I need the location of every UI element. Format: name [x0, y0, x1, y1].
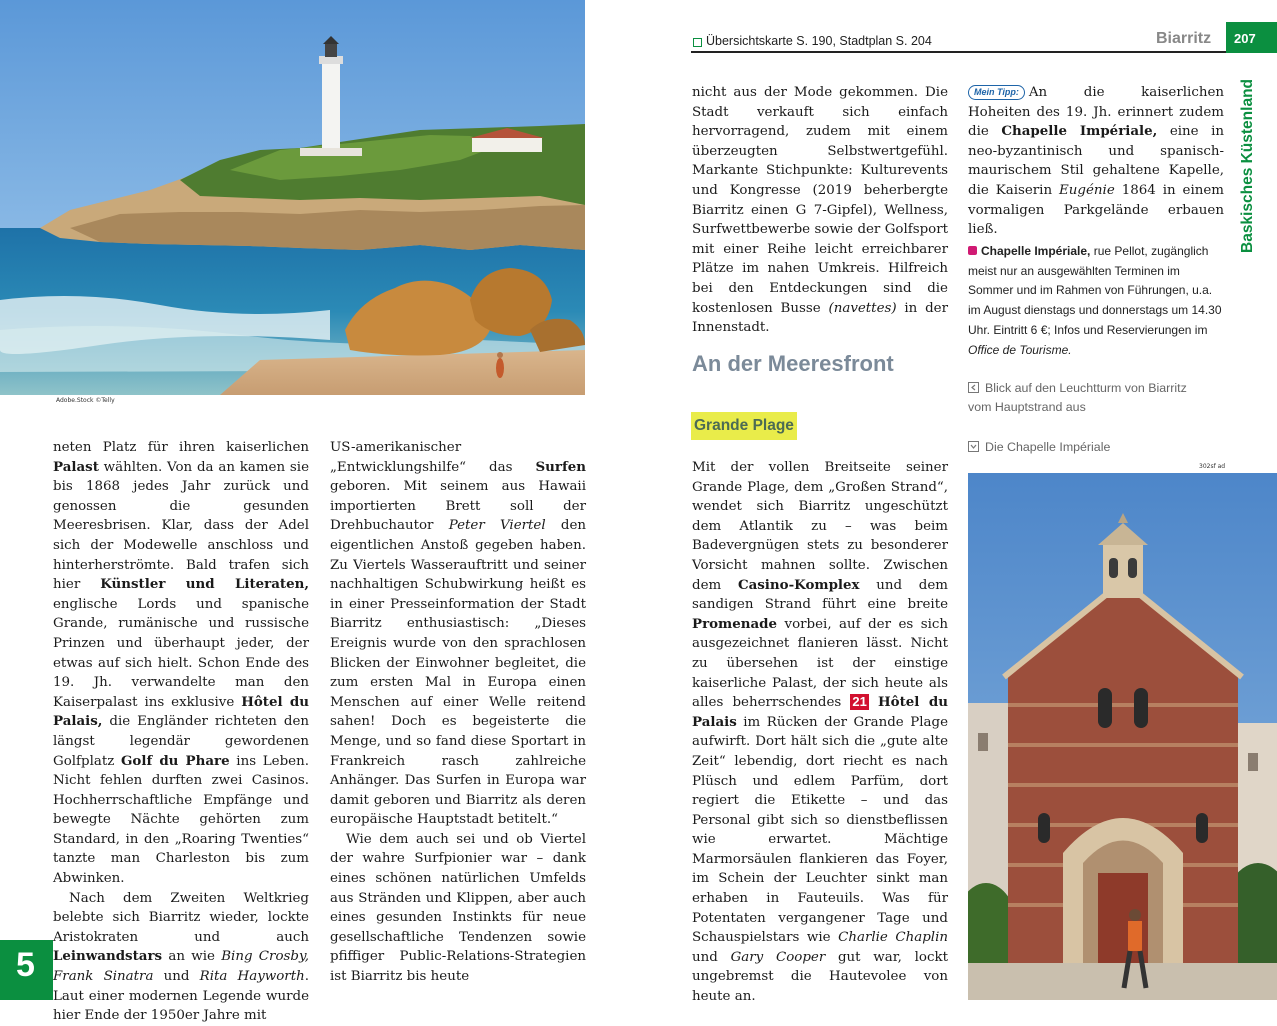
italic-text: (navettes) [828, 300, 897, 316]
photo-credit-top: Adobe.Stock ©Telly [56, 397, 115, 404]
italic-text: Charlie Chaplin [838, 930, 948, 946]
bold-text: Künstler und Literaten, [100, 576, 309, 593]
map-reference-icon [693, 38, 702, 47]
caption-text: Die Chapelle Impériale [985, 440, 1111, 454]
paragraph: US-amerikanischer „Entwicklungshilfe“ das Surfen geboren. Mit seinem aus Hawaii importierten Brett soll der Drehbuchautor Peter Viertel den eigentlichen Anstoß gegeben haben. Zu Viertels Wasserauftritt und seiner nachhaltigen Schubwirkung heißt es in einer Presseinformation der Stadt Biarritz enthusiastisch: „Dieses Ereignis wurde von den sprachlosen Blicken der Einwohner begleitet, die zum ersten Mal in Europa einen Menschen auf einer Welle reitend sahen! Doch es begeisterte die Menge, und so fand diese Sportart in Frankreich rasch zahlreiche Anhänger. Das Surfen in Europa war damit geboren und Biarritz als deren europäische Hauptstadt betitelt.“ [330, 440, 586, 828]
arrow-down-icon [968, 441, 979, 452]
paragraph: Mit der vollen Breitseite seiner Grande Plage, dem „Großen Strand“, wendet sich Biarritz ungeschützt dem Atlantik zu – was beim Badevergnügen stets zu besonderer Vorsicht mahnen sollte. Zwischen dem Casino-Komplex und dem sandigen Strand führt eine breite Promenade vorbei, auf der es sich ausgezeichnet flanieren lässt. Nicht zu übersehen ist der einstige kaiserliche Palast, der sich heute als alles beherrschendes 21 Hôtel du Palais im Rücken der Grande Plage aufwirft. Dort hält sich die „gute alte Zeit“ lebendig, dort riecht es nach Plüsch und edlem Parfüm, dort regiert die Etikette – und das Personal gibt sich so dienstbeflissen wie erwartet. Mächtige Marmorsäulen flankieren das Foyer, im Schein der Leuchter sinkt man erhaben in Fauteuils. Was für Potentaten vergangener Tage und Schauspielstars wie Charlie Chaplin und Gary Cooper gut war, lockt ungebremst die Hautevolee von heute an. [692, 460, 949, 1005]
paragraph: neten Platz für ihren kaiserlichen Palast wählten. Von da an kamen sie bis 1868 jedes Jahr zurück und genossen die gesunden Meeresbrisen. Klar, dass der Adel sich der Modewelle anschloss und hinterherströmte. Bald trafen sich hier Künstler und Literaten, englische Lords und spanische Grande, rumänische und russische Prinzen und überhaupt jeder, der etwas auf sich hielt. Schon Ende des 19. Jh. verwandelte man den Kaiserpalast ins exklusive Hôtel du Palais, die Engländer richteten den längst legendär gewordenen Golfplatz Golf du Phare ins Leben. Nicht fehlen durften zwei Casinos. Hochherrschaftliche Empfänge und bewegte Nächte gehörten zum Standard, in den „Roaring Twenties“ tanzte man Charleston bis zum Abwinken. [53, 440, 309, 887]
section-tab-label: Baskisches Küstenland [1239, 78, 1256, 253]
bold-text: Promenade [692, 615, 778, 632]
running-header-city: Biarritz [1156, 30, 1212, 47]
italic-text: Bing Crosby, Frank Sinatra [53, 949, 309, 985]
header-rule [691, 51, 1226, 53]
caption-lighthouse [968, 379, 1198, 417]
text-column-3 [692, 83, 948, 338]
italic-text: Office de Tourisme. [968, 342, 1072, 357]
bold-text: Hôtel du Palais [692, 694, 948, 730]
text-column-3-body [692, 458, 948, 1007]
caption-text: Blick auf den Leuchtturm von Biarritz vom Hauptstrand aus [968, 381, 1187, 414]
tip-badge: Mein Tipp: [968, 85, 1025, 100]
poi-number-badge: 21 [852, 694, 867, 710]
chapel-photo [968, 473, 1277, 1000]
bold-text: Leinwandstars [53, 948, 163, 965]
bold-text: Chapelle Impériale, [1001, 123, 1158, 140]
italic-text: Eugénie [1059, 182, 1115, 198]
page-number: 207 [1234, 31, 1256, 46]
section-tab [1235, 78, 1265, 253]
subsection-heading: Grande Plage [691, 412, 797, 440]
text-column-1 [53, 438, 309, 1026]
arrow-left-icon [968, 382, 979, 393]
bold-text: Golf du Phare [120, 752, 230, 769]
italic-text: Peter Viertel [448, 518, 546, 534]
paragraph: Wie dem auch sei und ob Viertel der wahre Surfpionier war – dank eines schönen natürlichen Umfelds aus Stränden und Klippen, aber auch eines gesunden Instinkts für neue gesellschaftliche Tendenzen sowie pfiffiger Public-Relations-Strategien ist Biarritz bis heute [330, 831, 586, 985]
italic-text: Gary Cooper [730, 949, 826, 965]
lighthouse-photo [0, 0, 585, 395]
bold-text: Casino-Komplex [737, 576, 860, 593]
bold-text: Chapelle Impériale, [981, 244, 1091, 258]
tip-box [968, 83, 1224, 240]
tip-paragraph [968, 83, 1224, 240]
map-reference: Übersichtskarte S. 190, Stadtplan S. 204 [706, 34, 932, 48]
poi-info-text: Chapelle Impériale, rue Pellot, zugänglich meist nur an ausgewählten Terminen im Sommer und im Rahmen von Führungen, u.a. im August dienstags und donnerstags um 14.30 Uhr. Eintritt 6 €; Infos und Reservierungen im Office de Tourisme. [968, 244, 1222, 357]
bold-text: Palast [53, 458, 99, 475]
bold-text: Hôtel du Palais, [53, 693, 309, 730]
chapter-number: 5 [16, 946, 35, 984]
bold-text: Surfen [535, 458, 586, 475]
poi-info [968, 242, 1224, 360]
paragraph: Nach dem Zweiten Weltkrieg belebte sich Biarritz wieder, lockte Aristokraten und auch Leinwandstars an wie Bing Crosby, Frank Sinatra und Rita Hayworth. Laut einer modernen Legende wurde hier Ende der 1950er Jahre mit [53, 890, 309, 1024]
caption-chapel [968, 438, 1198, 457]
text-column-2 [330, 438, 586, 987]
section-heading: An der Meeresfront [692, 351, 894, 376]
italic-text: Rita Hayworth [199, 969, 305, 985]
tip-text: An die kaiserlichen Hoheiten des 19. Jh. erinnert zudem die Chapelle Impériale, eine in neo-byzantinisch und spanisch-maurischem Stil gehaltene Kapelle, die Kaiserin Eugénie 1864 in einem vormaligen Parkgelände erbauen ließ. [968, 85, 1224, 238]
photo-credit-bottom: 302sf ad [1199, 463, 1226, 470]
poi-marker-icon [968, 246, 977, 255]
paragraph: nicht aus der Mode gekommen. Die Stadt verkauft sich einfach hervorragend, zudem mit einem überzeugten Selbstwertgefühl. Markante Stichpunkte: Kulturevents und Kongresse (2019 beherbergte Biarritz einen G 7-Gipfel), Wellness, Surfwettbewerbe sowie der Golfsport mit einer Reihe leicht erreichbarer Plätze im nahen Umkreis. Hilfreich bei den Entdeckungen sind die kostenlosen Busse (navettes) in der Innenstadt. [692, 85, 948, 336]
